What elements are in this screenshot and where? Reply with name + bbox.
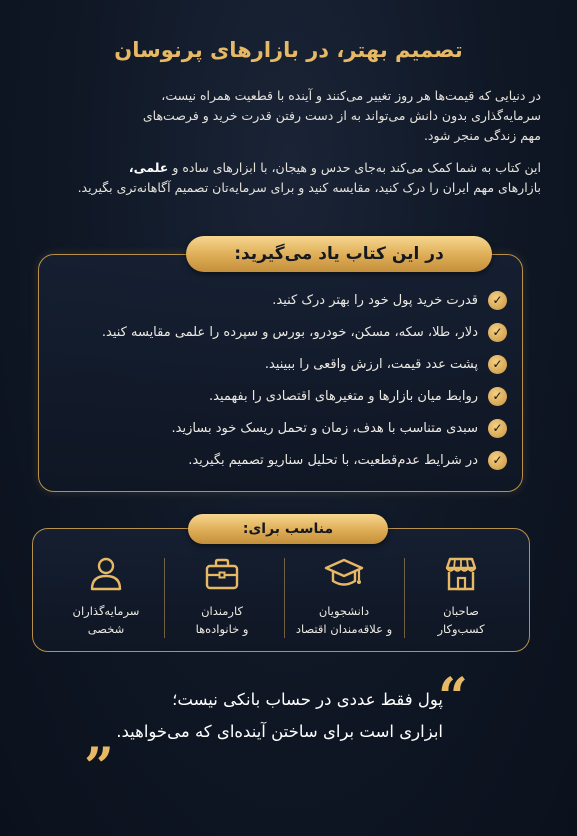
check-icon: ✓ bbox=[488, 291, 507, 310]
graduation-cap-icon bbox=[323, 554, 365, 594]
list-item-text: سبدی متناسب با هدف، زمان و تحمل ریسک خود بسازید. bbox=[171, 420, 478, 436]
page-title: تصمیم بهتر، در بازارهای پرنوسان bbox=[114, 38, 463, 62]
check-icon: ✓ bbox=[488, 355, 507, 374]
check-icon: ✓ bbox=[488, 419, 507, 438]
learn-checklist bbox=[60, 284, 507, 476]
learn-heading: در این کتاب یاد می‌گیرید: bbox=[186, 236, 492, 272]
audience-label: کارمندان bbox=[201, 604, 243, 618]
intro-line: سرمایه‌گذاری بدون دانش می‌تواند به از دست رفتن قدرت خرید و فرصت‌های bbox=[142, 108, 541, 123]
audience-item-employees bbox=[161, 554, 283, 638]
check-icon: ✓ bbox=[488, 451, 507, 470]
check-icon: ✓ bbox=[488, 323, 507, 342]
audience-label: و خانواده‌ها bbox=[195, 622, 249, 636]
audience-label: کسب‌وکار bbox=[437, 622, 485, 636]
list-item bbox=[60, 284, 507, 316]
quote-close-icon: ” bbox=[84, 737, 114, 798]
audience-item-students bbox=[283, 554, 405, 638]
audience-heading: مناسب برای: bbox=[188, 514, 388, 544]
intro-line: بازارهای مهم ایران را درک کنید، مقایسه کنید و برای سرمایه‌تان تصمیم آگاهانه‌تری بگیرید. bbox=[77, 180, 541, 195]
quote-open-icon: “ bbox=[438, 667, 468, 728]
quote-line: پول فقط عددی در حساب بانکی نیست؛ bbox=[172, 690, 443, 709]
audience-label: صاحبان bbox=[443, 604, 479, 618]
intro-text: این کتاب به شما کمک می‌کند به‌جای حدس و هیجان، با ابزارهای ساده و bbox=[168, 160, 541, 175]
audience-label: شخصی bbox=[87, 622, 125, 636]
divider bbox=[284, 558, 285, 638]
list-item-text: روابط میان بازارها و متغیرهای اقتصادی را بفهمید. bbox=[209, 388, 478, 404]
briefcase-icon bbox=[202, 554, 242, 594]
list-item bbox=[60, 412, 507, 444]
list-item bbox=[60, 316, 507, 348]
intro-line: در دنیایی که قیمت‌ها هر روز تغییر می‌کنند و آینده با قطعیت همراه نیست، bbox=[161, 88, 541, 103]
intro-emphasis: علمی، bbox=[128, 160, 169, 175]
check-icon: ✓ bbox=[488, 387, 507, 406]
audience-label: دانشجویان bbox=[318, 604, 370, 618]
list-item-text: پشت عدد قیمت، ارزش واقعی را ببینید. bbox=[264, 356, 478, 372]
intro-line bbox=[36, 158, 541, 178]
audience-item-investors bbox=[45, 554, 167, 638]
intro-paragraph-1 bbox=[36, 86, 541, 146]
intro-paragraph-2 bbox=[36, 158, 541, 198]
audience-label: سرمایه‌گذاران bbox=[72, 604, 140, 618]
list-item bbox=[60, 444, 507, 476]
list-item bbox=[60, 348, 507, 380]
list-item-text: در شرایط عدم‌قطعیت، با تحلیل سناریو تصمیم بگیرید. bbox=[188, 452, 478, 468]
audience-label: و علاقه‌مندان اقتصاد bbox=[295, 622, 393, 636]
person-icon bbox=[86, 554, 126, 594]
quote-line: ابزاری است برای ساختن آینده‌ای که می‌خواهید. bbox=[116, 722, 443, 741]
list-item-text: قدرت خرید پول خود را بهتر درک کنید. bbox=[272, 292, 478, 308]
shop-icon bbox=[441, 554, 481, 594]
list-item-text: دلار، طلا، سکه، مسکن، خودرو، بورس و سپرده را علمی مقایسه کنید. bbox=[101, 324, 478, 340]
list-item bbox=[60, 380, 507, 412]
audience-item-business-owners bbox=[400, 554, 522, 638]
intro-line: مهم زندگی منجر شود. bbox=[423, 128, 541, 143]
